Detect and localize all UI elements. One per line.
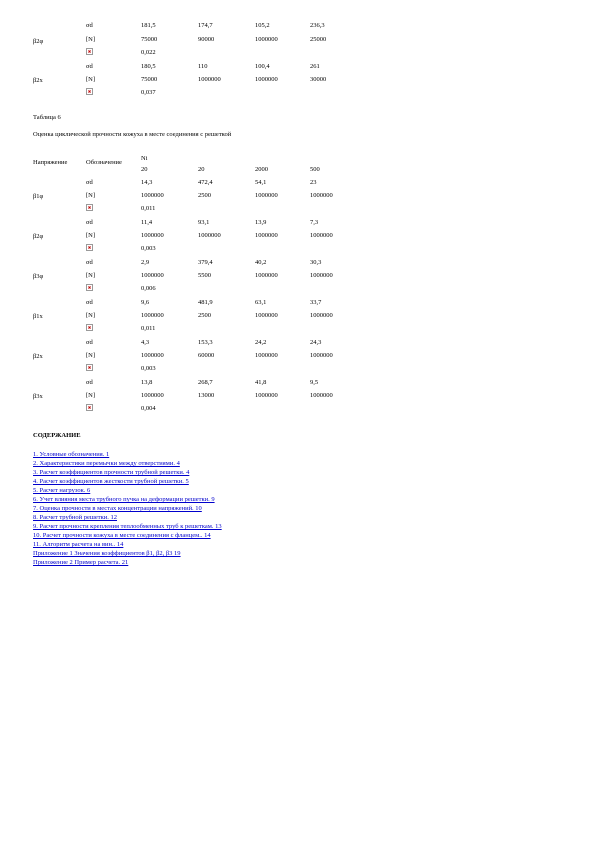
sigma-symbol: σd [86, 179, 93, 186]
n-cell: 1000000 [310, 232, 333, 239]
n-cell: 1000000 [198, 232, 221, 239]
toc-link[interactable]: 5. Расчет нагрузок. 6 [33, 487, 91, 494]
n-symbol: [N] [86, 312, 96, 319]
n-cell: 75000 [141, 76, 158, 83]
sigma-symbol: σd [86, 379, 93, 386]
sigma-cell: 4,3 [141, 339, 150, 346]
sigma-cell: 9,6 [141, 299, 150, 306]
sigma-cell: 7,3 [310, 219, 319, 226]
broken-image-icon [86, 284, 93, 291]
row-label: β1x [33, 313, 43, 320]
n-cell: 1000000 [255, 312, 278, 319]
n-cell: 1000000 [198, 76, 221, 83]
column-header-designation: Обозначение [86, 159, 122, 166]
n-cell: 1000000 [255, 232, 278, 239]
n-cell: 1000000 [310, 192, 333, 199]
header-n-value: 500 [310, 166, 320, 173]
sigma-cell: 105,2 [255, 22, 270, 29]
n-cell: 1000000 [141, 392, 164, 399]
n-symbol: [N] [86, 76, 96, 83]
ratio-cell: 0,004 [141, 405, 156, 412]
n-symbol: [N] [86, 36, 96, 43]
n-cell: 1000000 [141, 272, 164, 279]
sigma-cell: 41,8 [255, 379, 267, 386]
row-label: β3φ [33, 273, 44, 280]
sigma-cell: 100,4 [255, 63, 270, 70]
sigma-cell: 14,3 [141, 179, 153, 186]
broken-image-icon [86, 88, 93, 95]
row-label: β2φ [33, 38, 44, 45]
sigma-symbol: σd [86, 339, 93, 346]
n-cell: 2500 [198, 192, 211, 199]
sigma-cell: 40,2 [255, 259, 267, 266]
sigma-cell: 13,8 [141, 379, 153, 386]
n-symbol: [N] [86, 272, 96, 279]
n-cell: 1000000 [310, 272, 333, 279]
n-cell: 2500 [198, 312, 211, 319]
sigma-cell: 481,9 [198, 299, 213, 306]
n-cell: 1000000 [310, 392, 333, 399]
sigma-cell: 153,3 [198, 339, 213, 346]
header-n-value: 20 [198, 166, 205, 173]
ratio-cell: 0,037 [141, 89, 156, 96]
sigma-cell: 110 [198, 63, 208, 70]
toc-link[interactable]: Приложение 2 Пример расчета. 21 [33, 559, 129, 566]
sigma-cell: 24,3 [310, 339, 322, 346]
broken-image-icon [86, 404, 93, 411]
sigma-cell: 9,5 [310, 379, 319, 386]
n-cell: 75000 [141, 36, 158, 43]
sigma-cell: 2,9 [141, 259, 150, 266]
sigma-cell: 261 [310, 63, 320, 70]
table-caption: Таблица 6 [33, 114, 61, 121]
toc-link[interactable]: 1. Условные обозначения. 1 [33, 451, 110, 458]
sigma-cell: 63,1 [255, 299, 267, 306]
toc-link[interactable]: 11. Алгоритм расчета на вин.. 14 [33, 541, 124, 548]
broken-image-icon [86, 244, 93, 251]
ratio-cell: 0,022 [141, 49, 156, 56]
sigma-cell: 30,3 [310, 259, 322, 266]
sigma-cell: 33,7 [310, 299, 322, 306]
n-cell: 1000000 [141, 192, 164, 199]
row-label: β2x [33, 77, 43, 84]
n-symbol: [N] [86, 192, 96, 199]
sigma-symbol: σd [86, 219, 93, 226]
n-symbol: [N] [86, 392, 96, 399]
n-cell: 13000 [198, 392, 215, 399]
n-cell: 90000 [198, 36, 215, 43]
ratio-cell: 0,006 [141, 285, 156, 292]
n-cell: 1000000 [255, 272, 278, 279]
toc-link[interactable]: 3. Расчет коэффициентов прочности трубной решетки. 4 [33, 469, 190, 476]
sigma-cell: 93,1 [198, 219, 210, 226]
toc-link[interactable]: 7. Оценка прочности в местах концентрации напряжений. 10 [33, 505, 202, 512]
header-n-value: 20 [141, 166, 148, 173]
row-label: β2φ [33, 233, 44, 240]
toc-link[interactable]: 9. Расчет прочности крепления теплообменных труб к решеткам. 13 [33, 523, 222, 530]
row-label: β1φ [33, 193, 44, 200]
sigma-cell: 24,2 [255, 339, 267, 346]
sigma-cell: 13,9 [255, 219, 267, 226]
n-cell: 1000000 [255, 76, 278, 83]
sigma-symbol: σd [86, 63, 93, 70]
sigma-symbol: σd [86, 22, 93, 29]
ratio-cell: 0,011 [141, 325, 156, 332]
sigma-cell: 180,5 [141, 63, 156, 70]
n-cell: 5500 [198, 272, 211, 279]
n-cell: 1000000 [255, 192, 278, 199]
sigma-cell: 472,4 [198, 179, 213, 186]
sigma-cell: 379,4 [198, 259, 213, 266]
n-symbol: [N] [86, 232, 96, 239]
n-cell: 1000000 [310, 312, 333, 319]
ratio-cell: 0,003 [141, 245, 156, 252]
n-symbol: [N] [86, 352, 96, 359]
toc-link[interactable]: Приложение 1 Значения коэффициентов β1, β2, β3 19 [33, 550, 181, 557]
toc-link[interactable]: 8. Расчет трубной решетки. 12 [33, 514, 118, 521]
sigma-cell: 174,7 [198, 22, 213, 29]
sigma-cell: 23 [310, 179, 317, 186]
toc-link[interactable]: 4. Расчет коэффициентов жесткости трубной решетки. 5 [33, 478, 189, 485]
n-cell: 1000000 [310, 352, 333, 359]
n-cell: 30000 [310, 76, 327, 83]
ratio-cell: 0,003 [141, 365, 156, 372]
ratio-cell: 0,011 [141, 205, 156, 212]
n-cell: 1000000 [141, 232, 164, 239]
column-header-ni: Ni [141, 155, 148, 162]
sigma-cell: 236,3 [310, 22, 325, 29]
sigma-cell: 181,5 [141, 22, 156, 29]
sigma-symbol: σd [86, 299, 93, 306]
sigma-symbol: σd [86, 259, 93, 266]
n-cell: 1000000 [255, 36, 278, 43]
n-cell: 1000000 [255, 392, 278, 399]
n-cell: 1000000 [255, 352, 278, 359]
sigma-cell: 54,1 [255, 179, 267, 186]
row-label: β3x [33, 393, 43, 400]
toc-link[interactable]: 10. Расчет прочности кожуха в месте соединения с фланцем.. 14 [33, 532, 211, 539]
broken-image-icon [86, 204, 93, 211]
broken-image-icon [86, 324, 93, 331]
n-cell: 1000000 [141, 312, 164, 319]
toc-heading: СОДЕРЖАНИЕ [33, 432, 81, 439]
broken-image-icon [86, 48, 93, 55]
n-cell: 25000 [310, 36, 327, 43]
header-n-value: 2000 [255, 166, 268, 173]
n-cell: 1000000 [141, 352, 164, 359]
broken-image-icon [86, 364, 93, 371]
sigma-cell: 11,4 [141, 219, 153, 226]
sigma-cell: 268,7 [198, 379, 213, 386]
toc-link[interactable]: 2. Характеристики перемычки между отверстиями. 4 [33, 460, 180, 467]
n-cell: 60000 [198, 352, 215, 359]
row-label: β2x [33, 353, 43, 360]
column-header-stress: Напряжение [33, 159, 68, 166]
toc-link[interactable]: 6. Учет влияния места трубного пучка на деформации решетки. 9 [33, 496, 215, 503]
table-title: Оценка циклической прочности кожуха в месте соединения с решеткой [33, 131, 232, 138]
